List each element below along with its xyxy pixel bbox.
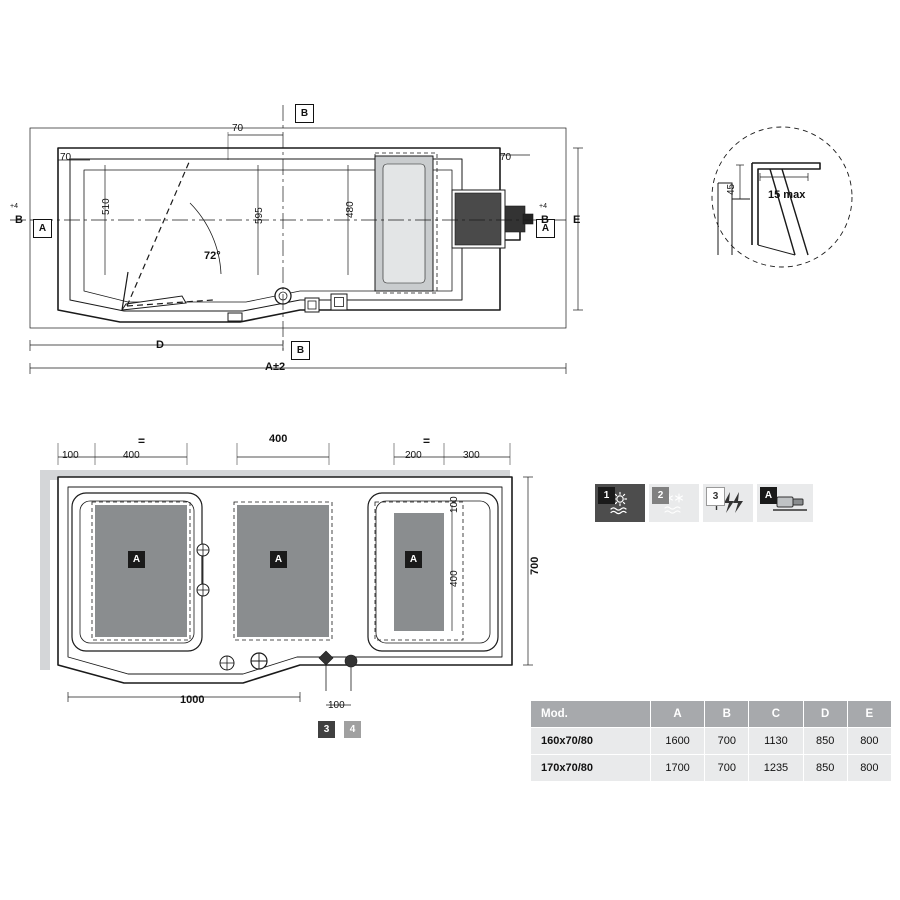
label-b-bottom xyxy=(291,341,310,360)
spec-table-header-row xyxy=(531,701,892,728)
spec-header-e: E xyxy=(847,701,891,728)
marker-a-left: A xyxy=(33,219,52,238)
spec-header-a: A xyxy=(651,701,705,728)
label-b-left-sup: +4 xyxy=(10,203,18,210)
zone-a-3-label: A xyxy=(405,551,422,568)
spec-cell-c: 1235 xyxy=(749,755,803,782)
spec-cell-d: 850 xyxy=(803,728,847,755)
marker-4 xyxy=(344,719,361,738)
label-b-left: B xyxy=(15,214,23,226)
zone-a-2-label: A xyxy=(270,551,287,568)
dim-400-left: 400 xyxy=(123,450,140,461)
dim-100-right-v: 100 xyxy=(449,496,460,513)
label-b-right: B xyxy=(541,214,549,226)
spec-cell-model: 160x70/80 xyxy=(531,728,651,755)
spec-cell-a: 1600 xyxy=(651,728,705,755)
marker-3 xyxy=(318,719,335,738)
spec-cell-e: 800 xyxy=(847,728,891,755)
bottom-view-drawing xyxy=(0,425,600,725)
spec-cell-a: 1700 xyxy=(651,755,705,782)
eq-right: = xyxy=(423,434,431,448)
marker-b-bottom: B xyxy=(291,341,310,360)
dim-70-right: 70 xyxy=(500,152,512,163)
dim-200: 200 xyxy=(405,450,422,461)
label-a-left xyxy=(33,219,52,238)
spec-header-d: D xyxy=(803,701,847,728)
marker-b-top: B xyxy=(295,104,314,123)
dim-400-center: 400 xyxy=(269,433,288,445)
spec-cell-model: 170x70/80 xyxy=(531,755,651,782)
dim-D: D xyxy=(156,339,164,351)
zone-a-right xyxy=(405,551,422,568)
spec-header-mod: Mod. xyxy=(531,701,651,728)
spec-table xyxy=(530,700,892,782)
table-row xyxy=(531,755,892,782)
spec-cell-b: 700 xyxy=(705,728,749,755)
legend-electric xyxy=(703,484,753,522)
marker-4-label: 4 xyxy=(344,721,361,738)
spec-header-c: C xyxy=(749,701,803,728)
legend-icon-strip xyxy=(595,484,813,522)
spec-header-b: B xyxy=(705,701,749,728)
zone-a-1-label: A xyxy=(128,551,145,568)
legend-cold-water xyxy=(649,484,699,522)
legend-electric-number: 3 xyxy=(706,487,725,506)
dim-480: 480 xyxy=(345,201,356,218)
dim-100-left: 100 xyxy=(62,450,79,461)
spec-cell-d: 850 xyxy=(803,755,847,782)
label-e-right: E xyxy=(573,214,581,226)
legend-pump xyxy=(757,484,813,522)
dim-70-top: 70 xyxy=(232,123,244,134)
dim-45: 45 xyxy=(726,183,737,195)
dim-15-max: 15 max xyxy=(768,189,806,201)
legend-pump-number: A xyxy=(760,487,777,504)
spec-cell-e: 800 xyxy=(847,755,891,782)
dim-1000: 1000 xyxy=(180,694,205,706)
dim-400-right-v: 400 xyxy=(449,570,460,587)
label-b-top xyxy=(295,104,314,123)
marker-a-right: A xyxy=(536,219,555,238)
zone-a-center xyxy=(270,551,287,568)
dim-70-topleft: 70 xyxy=(60,152,72,163)
legend-hot-water xyxy=(595,484,645,522)
spec-cell-b: 700 xyxy=(705,755,749,782)
table-row xyxy=(531,728,892,755)
angle-72: 72° xyxy=(204,250,221,262)
dim-A: A±2 xyxy=(265,361,286,373)
label-b-right-sup: +4 xyxy=(539,203,547,210)
dim-510: 510 xyxy=(101,198,112,215)
dim-595: 595 xyxy=(254,207,265,224)
zone-a-left xyxy=(128,551,145,568)
dim-100-bottom: 100 xyxy=(328,700,345,711)
legend-hot-water-number: 1 xyxy=(598,487,615,504)
eq-left: = xyxy=(138,434,146,448)
spec-cell-c: 1130 xyxy=(749,728,803,755)
dim-300: 300 xyxy=(463,450,480,461)
marker-3-label: 3 xyxy=(318,721,335,738)
dim-700: 700 xyxy=(529,556,541,575)
legend-cold-water-number: 2 xyxy=(652,487,669,504)
